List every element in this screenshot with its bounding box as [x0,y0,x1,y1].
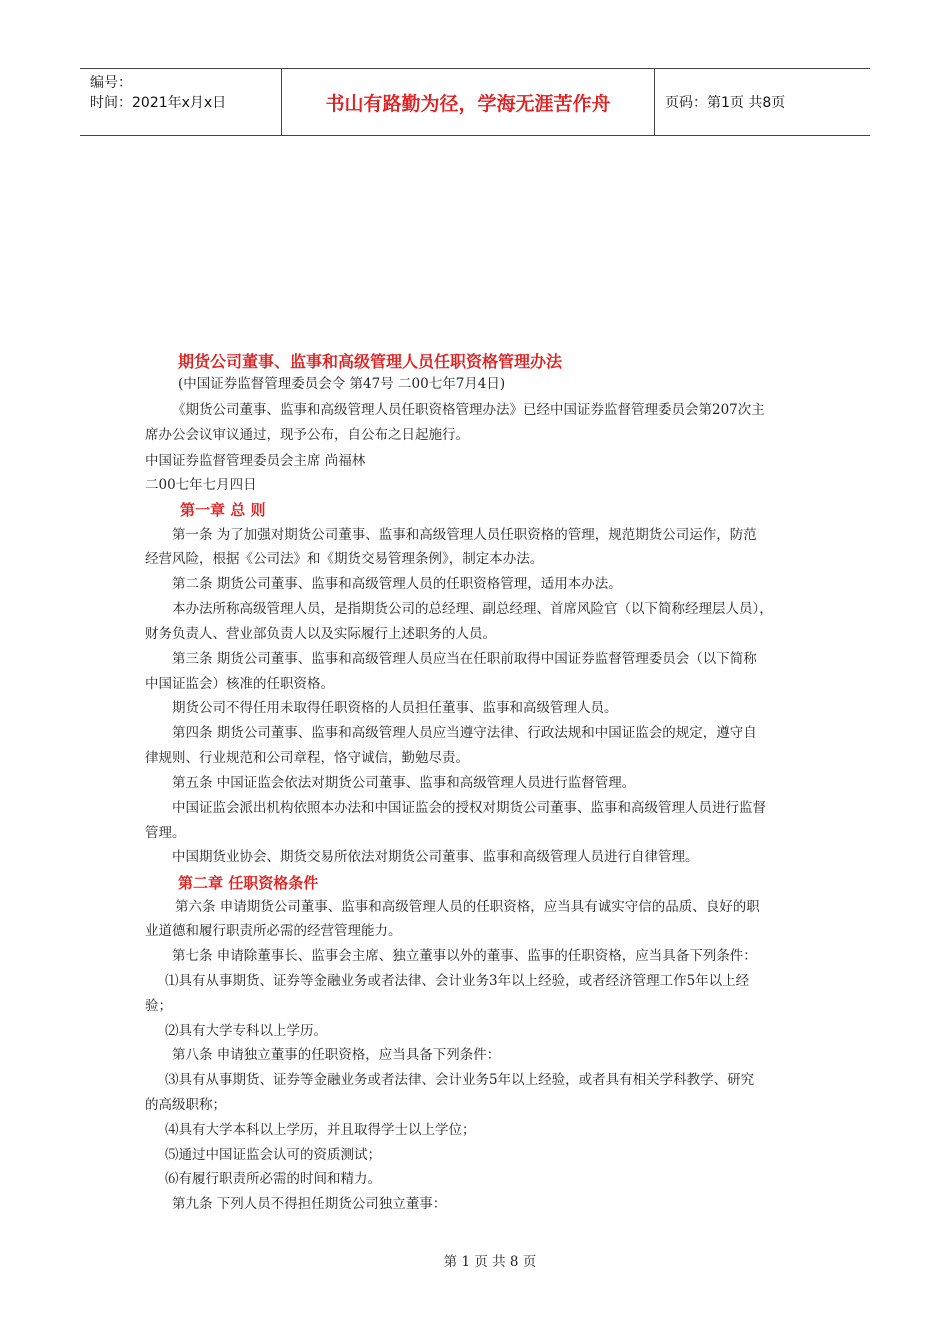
paragraph-line: 第一条 为了加强对期货公司董事、监事和高级管理人员任职资格的管理，规范期货公司运作，防范 [172,527,757,543]
header-meta-cell [80,69,282,135]
paragraph-line: 的高级职称； [145,1097,226,1113]
chapter-1-heading: 第一章 总 则 [180,501,266,519]
paragraph-line: 第六条 申请期货公司董事、监事和高级管理人员的任职资格，应当具有诚实守信的品质、良好的职 [175,899,760,915]
paragraph-line: ⑹有履行职责所必需的时间和精力。 [165,1171,381,1187]
chapter-2-heading: 第二章 任职资格条件 [178,874,319,892]
paragraph-line: 律规则、行业规范和公司章程，恪守诚信，勤勉尽责。 [145,750,469,766]
paragraph-line: 中国期货业协会、期货交易所依法对期货公司董事、监事和高级管理人员进行自律管理。 [172,849,699,865]
paragraph-line: 第八条 申请独立董事的任职资格，应当具备下列条件： [172,1047,501,1063]
paragraph-line: 验； [145,998,172,1014]
date-line: 二00七年七月四日 [145,477,257,493]
paragraph-line: 第四条 期货公司董事、监事和高级管理人员应当遵守法律、行政法规和中国证监会的规定，遵守自 [172,725,757,741]
paragraph-line: 中国证监会）核准的任职资格。 [145,676,334,692]
paragraph-line: 《期货公司董事、监事和高级管理人员任职资格管理办法》已经中国证券监督管理委员会第207次主 [172,402,765,418]
paragraph-line: 经营风险，根据《公司法》和《期货交易管理条例》，制定本办法。 [145,551,544,567]
paragraph-line: 期货公司不得任用未取得任职资格的人员担任董事、监事和高级管理人员。 [172,700,618,716]
paragraph-line: ⑴具有从事期货、证券等金融业务或者法律、会计业务3年以上经验，或者经济管理工作5年以上经 [165,973,750,989]
paragraph-line: 本办法所称高级管理人员，是指期货公司的总经理、副总经理、首席风险官（以下简称经理层人员）， [172,601,773,617]
time-label: 时间：2021年x月x日 [90,95,227,111]
paragraph-line: 第七条 申请除董事长、监事会主席、独立董事以外的董事、监事的任职资格，应当具备下列条件： [172,948,757,964]
paragraph-line: 业道德和履行职责所必需的经营管理能力。 [145,923,402,939]
number-label: 编号： [90,75,132,91]
motto: 书山有路勤为径，学海无涯苦作舟 [282,69,655,135]
paragraph-line: 管理。 [145,825,186,841]
paragraph-line: 第五条 中国证监会依法对期货公司董事、监事和高级管理人员进行监督管理。 [172,775,636,791]
paragraph-line: 第三条 期货公司董事、监事和高级管理人员应当在任职前取得中国证券监督管理委员会（以下简称 [172,651,757,667]
paragraph-line: 席办公会议审议通过，现予公布，自公布之日起施行。 [145,427,469,443]
document-title: 期货公司董事、监事和高级管理人员任职资格管理办法 [178,352,563,371]
paragraph-line: 财务负责人、营业部负责人以及实际履行上述职务的人员。 [145,626,496,642]
paragraph-line: 第二条 期货公司董事、监事和高级管理人员的任职资格管理，适用本办法。 [172,576,622,592]
page-info: 页码：第1页 共8页 [665,95,786,111]
signatory-line: 中国证券监督管理委员会主席 尚福林 [145,453,366,469]
paragraph-line: 中国证监会派出机构依照本办法和中国证监会的授权对期货公司董事、监事和高级管理人员进行监督 [172,800,766,816]
paragraph-line: ⑵具有大学专科以上学历。 [165,1023,327,1039]
decree-line: (中国证券监督管理委员会令 第47号 二00七年7月4日) [178,376,506,392]
header-table [80,68,870,136]
paragraph-line: ⑶具有从事期货、证券等金融业务或者法律、会计业务5年以上经验，或者具有相关学科教学、研究 [165,1072,755,1088]
paragraph-line: 第九条 下列人员不得担任期货公司独立董事： [172,1196,447,1212]
page-footer [0,1250,950,1270]
paragraph-line: ⑷具有大学本科以上学历，并且取得学士以上学位； [165,1122,476,1138]
paragraph-line: ⑸通过中国证监会认可的资质测试； [165,1147,381,1163]
footer-page-number: 第 1 页 共 8 页 [443,1254,537,1270]
